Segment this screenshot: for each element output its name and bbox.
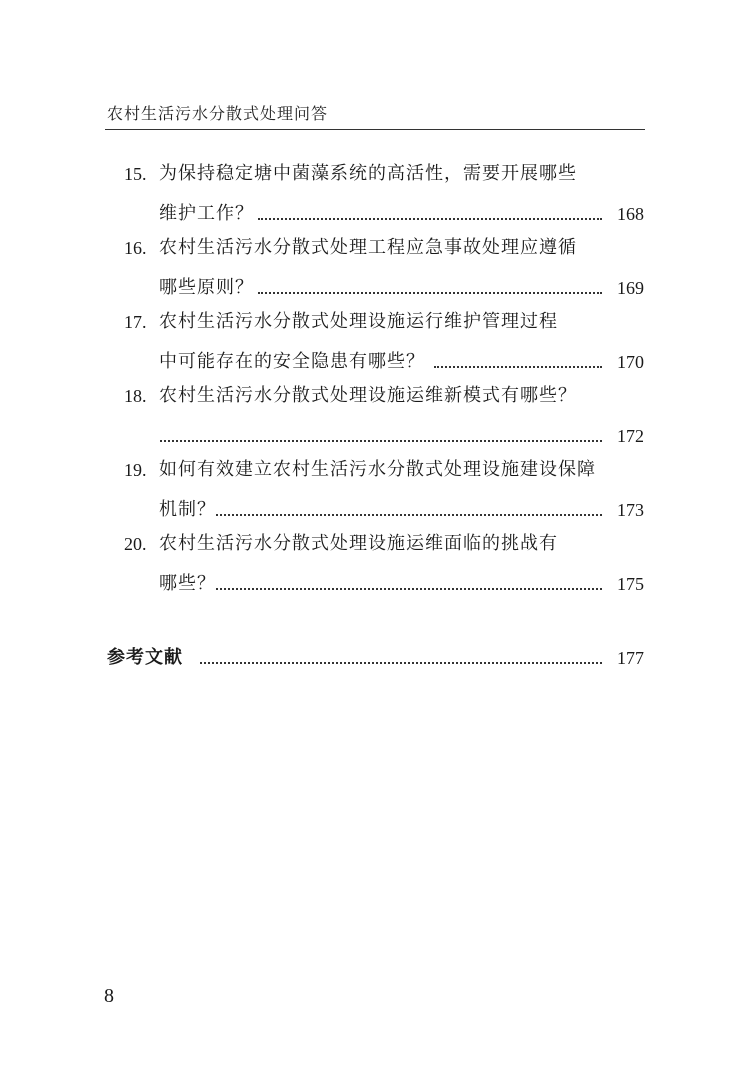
references-title: 参考文献 — [107, 647, 183, 668]
references-page-number: 177 — [617, 648, 644, 668]
entry-number: 20. — [124, 534, 147, 554]
dot-leader — [200, 662, 602, 664]
entry-number: 18. — [124, 386, 147, 406]
dot-leader — [216, 514, 602, 516]
dot-leader — [160, 440, 602, 442]
entry-title-line2: 中可能存在的安全隐患有哪些？ — [159, 351, 425, 372]
entry-page-number: 170 — [617, 352, 644, 372]
entry-title-line1: 农村生活污水分散式处理设施运行维护管理过程 — [159, 311, 558, 332]
entry-page-number: 173 — [617, 500, 644, 520]
running-head: 农村生活污水分散式处理问答 — [107, 104, 329, 123]
dot-leader — [258, 218, 602, 220]
entry-title-line1: 农村生活污水分散式处理工程应急事故处理应遵循 — [159, 237, 577, 258]
entry-page-number: 168 — [617, 204, 644, 224]
entry-number: 19. — [124, 460, 147, 480]
dot-leader — [258, 292, 602, 294]
page-number: 8 — [104, 985, 114, 1007]
dot-leader — [434, 366, 602, 368]
entry-title-line1: 为保持稳定塘中菌藻系统的高活性，需要开展哪些 — [159, 163, 577, 184]
entry-number: 16. — [124, 238, 147, 258]
entry-title-line1: 农村生活污水分散式处理设施运维新模式有哪些？ — [159, 385, 577, 406]
entry-title-line1: 农村生活污水分散式处理设施运维面临的挑战有 — [159, 533, 558, 554]
entry-page-number: 169 — [617, 278, 644, 298]
entry-title-line2: 哪些原则？ — [159, 277, 254, 298]
entry-page-number: 175 — [617, 574, 644, 594]
entry-title-line2: 哪些？ — [159, 573, 216, 594]
entry-number: 15. — [124, 164, 147, 184]
entry-number: 17. — [124, 312, 147, 332]
entry-title-line2: 维护工作？ — [159, 203, 254, 224]
entry-page-number: 172 — [617, 426, 644, 446]
dot-leader — [216, 588, 602, 590]
entry-title-line2: 机制？ — [159, 499, 216, 520]
entry-title-line1: 如何有效建立农村生活污水分散式处理设施建设保障 — [159, 459, 596, 480]
